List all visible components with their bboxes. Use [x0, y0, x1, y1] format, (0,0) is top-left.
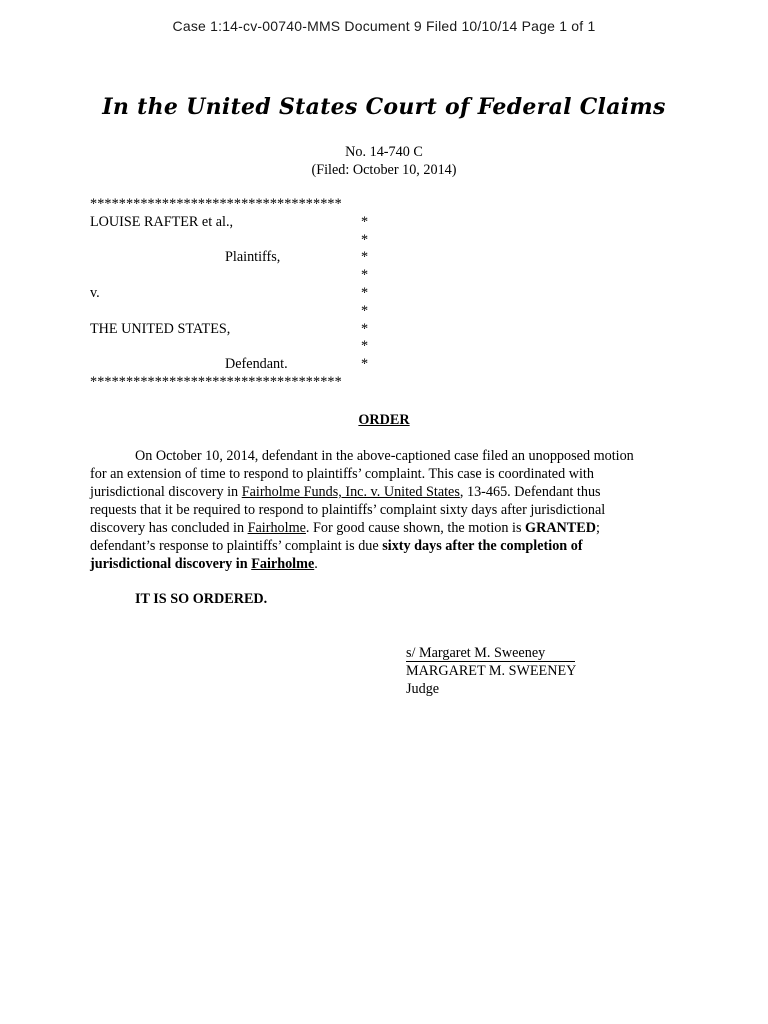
caption-row: [90, 303, 390, 321]
caption-star: *: [361, 213, 369, 230]
caption-star: *: [361, 284, 369, 301]
versus-label: v.: [90, 284, 100, 301]
case-caption: [90, 196, 390, 392]
plaintiff-name: LOUISE RAFTER et al.,: [90, 213, 234, 230]
deadline-text: jurisdictional discovery in: [90, 556, 252, 572]
plaintiffs-label: Plaintiffs,: [225, 249, 281, 266]
caption-row: [90, 214, 390, 232]
order-line: [90, 555, 680, 573]
caption-row: [90, 285, 390, 303]
granted-text: GRANTED: [525, 520, 596, 536]
caption-row: [90, 356, 390, 374]
text-run: defendant’s response to plaintiffs’ complaint is due: [90, 538, 383, 554]
deadline-text: sixty days after the completion of: [382, 538, 583, 554]
caption-star: *: [361, 249, 369, 266]
caption-row: [90, 249, 390, 267]
order-line: [90, 483, 680, 501]
electronic-signature: s/ Margaret M. Sweeney: [406, 646, 575, 662]
text-run: . For good cause shown, the motion is: [305, 520, 526, 536]
caption-border-bottom: ***********************************: [90, 373, 342, 390]
document-header-stamp: Case 1:14-cv-00740-MMS Document 9 Filed 10/10/14 Page 1 of 1: [172, 18, 596, 34]
defendant-label: Defendant.: [225, 356, 288, 373]
signature-block: [406, 644, 576, 698]
case-citation: Fairholme Funds, Inc. v. United States: [241, 484, 460, 500]
caption-border-top: ***********************************: [90, 196, 342, 212]
caption-star: *: [361, 267, 369, 284]
order-body: [90, 447, 680, 573]
order-line: for an extension of time to respond to plaintiffs’ complaint. This case is coordinated with: [90, 466, 594, 482]
order-line: requests that it be required to respond to plaintiffs’ complaint sixty days after jurisdictional: [90, 502, 606, 518]
text-run: discovery has concluded in: [90, 520, 248, 536]
case-number: No. 14-740 C: [345, 144, 423, 160]
order-line: On October 10, 2014, defendant in the above-captioned case filed an unopposed motion: [135, 448, 634, 464]
caption-star: *: [361, 338, 369, 355]
text-run: jurisdictional discovery in: [90, 484, 242, 500]
so-ordered: IT IS SO ORDERED.: [135, 591, 268, 607]
court-title: In the United States Court of Federal Claims: [102, 94, 666, 120]
caption-row: [90, 267, 390, 285]
caption-row: [90, 338, 390, 356]
order-heading: ORDER: [358, 412, 410, 428]
order-line: [90, 519, 680, 537]
case-citation: Fairholme: [251, 556, 315, 572]
caption-star: *: [361, 302, 369, 319]
case-citation: Fairholme: [247, 520, 306, 536]
text-run: , 13-465. Defendant thus: [459, 484, 601, 500]
caption-row: [90, 321, 390, 339]
text-run: ;: [595, 520, 600, 536]
defendant-name: THE UNITED STATES,: [90, 320, 231, 337]
caption-row: [90, 232, 390, 250]
filed-date: (Filed: October 10, 2014): [311, 162, 457, 178]
caption-star: *: [361, 356, 369, 373]
judge-title: Judge: [406, 681, 440, 697]
caption-star: *: [361, 231, 369, 248]
order-line: [90, 537, 680, 555]
judge-name: MARGARET M. SWEENEY: [406, 663, 577, 679]
caption-star: *: [361, 320, 369, 337]
text-run: .: [314, 556, 318, 572]
